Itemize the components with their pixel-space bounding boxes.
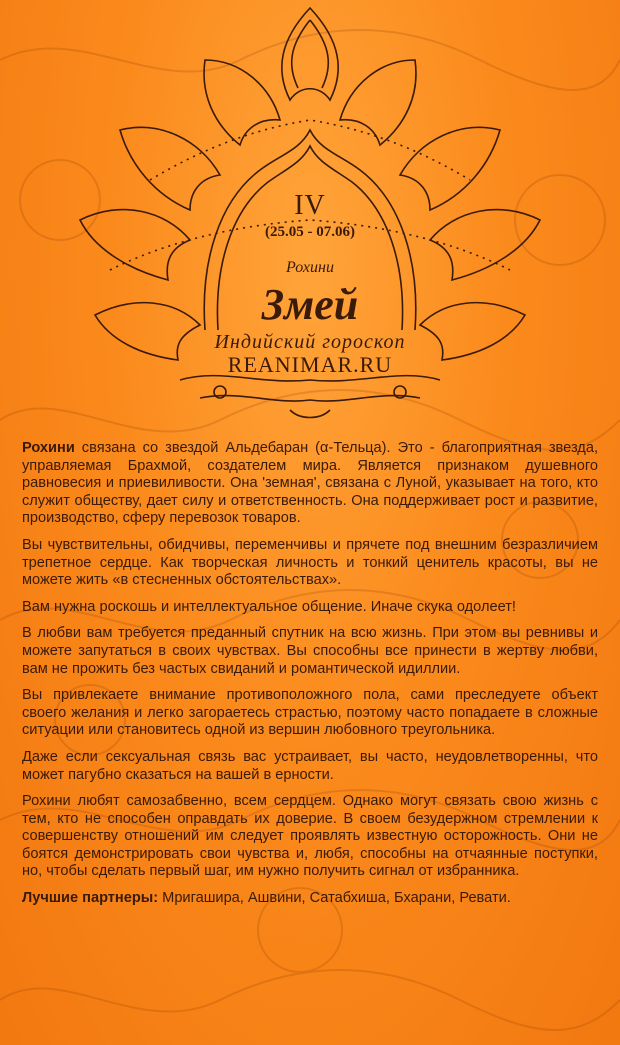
paragraph bbox=[22, 625, 598, 678]
horoscope-subtitle: Индийский гороскоп bbox=[214, 331, 406, 353]
paragraph bbox=[22, 537, 598, 590]
sign-header bbox=[0, 190, 620, 378]
date-range: (25.05 - 07.06) bbox=[265, 224, 355, 240]
paragraph-lead: Рохини bbox=[22, 440, 75, 456]
animal-sign: Змей bbox=[261, 280, 359, 329]
paragraph-text: Рохини любят самозабвенно, всем сердцем. Однако могут связать свою жизнь с тем, кто не способен оправдать их доверие. В своем безудержном стремлении к совершенству отношений им следует проявлять известную осторожность. Они не боятся демонстрировать свои чувства и, любя, способны на отчаянные поступки, но, чтобы сделать первый шаг, им нужно получить сигнал от избранника. bbox=[22, 793, 598, 880]
best-partners bbox=[22, 890, 598, 908]
paragraph-lead: Лучшие партнеры: bbox=[22, 890, 159, 907]
nakshatra-number: IV bbox=[294, 190, 326, 221]
paragraph-text: Даже если сексуальная связь вас устраивает, вы часто, неудовлетворенны, что может пагубно сказаться на вашей в ерности. bbox=[22, 748, 598, 783]
description-text bbox=[22, 440, 598, 917]
paragraph bbox=[22, 440, 598, 528]
paragraph bbox=[22, 749, 598, 784]
paragraph-text: связана со звездой Альдебаран (α-Тельца). Это - благоприятная звезда, управляемая Брахмой, создателем мира. Является признаком душевного равновесия и приевиливости. Она 'земная', связана с Луной, указывает на того, кто служит обществу, дает силу и ответственность. Она поддерживает рост и развитие, производство, сферу перевозок товаров. bbox=[22, 440, 598, 527]
paragraph-text: Мригашира, Ашвини, Сатабхиша, Бхарани, Ревати. bbox=[158, 890, 511, 907]
paragraph-text: Вам нужна роскошь и интеллектуальное общение. Иначе скука одолеет! bbox=[22, 598, 516, 615]
paragraph-text: В любви вам требуется преданный спутник на всю жизнь. При этом вы ревнивы и можете запутаться в своих чувствах. Вы способны все принести в жертву любви, вам не прожить без частых свиданий и романтической идиллии. bbox=[22, 625, 598, 677]
nakshatra-name: Рохини bbox=[286, 259, 334, 276]
site-watermark: REANIMAR.RU bbox=[227, 352, 393, 377]
paragraph-text: Вы чувствительны, обидчивы, переменчивы и прячете под внешним безразличием трепетное сердце. Как творческая личность и тонкий ценитель красоты, вы не можете жить «в стесненных обстоятельствах». bbox=[22, 536, 598, 589]
paragraph bbox=[22, 793, 598, 881]
paragraph bbox=[22, 687, 598, 740]
paragraph bbox=[22, 599, 598, 617]
paragraph-text: Вы привлекаете внимание противоположного пола, сами преследуете объект своего желания и легко загораетесь страстью, поэтому часто попадаете в сложные ситуации или становитесь одной из вершин любовного треугольника. bbox=[22, 687, 598, 739]
